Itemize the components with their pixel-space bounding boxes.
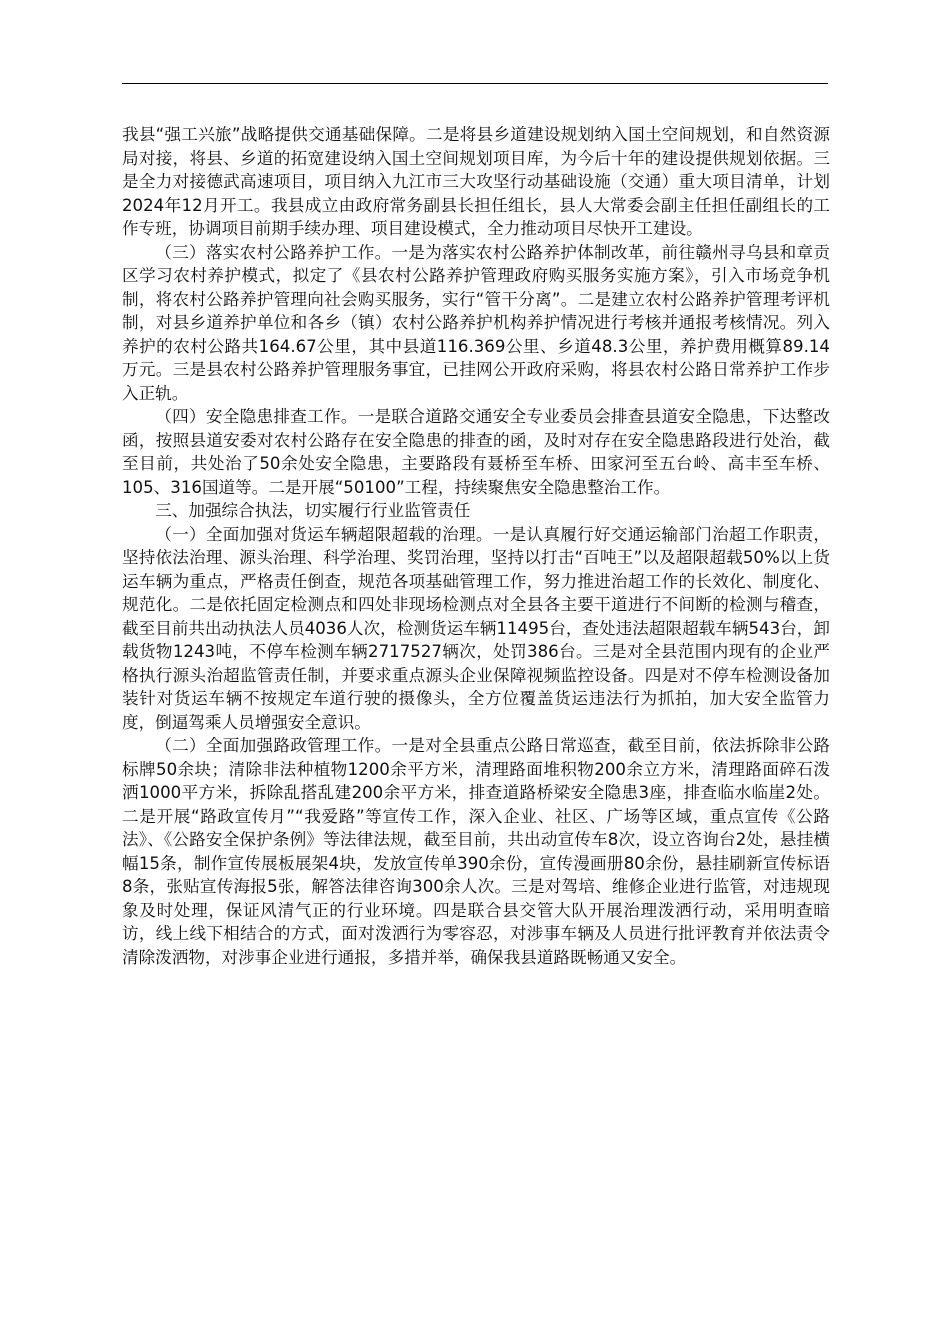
- paragraph-continuation: 我县“强工兴旅”战略提供交通基础保障。二是将县乡道建设规划纳入国土空间规划，和自然资源局对接，将县、乡道的拓宽建设纳入国土空间规划项目库，为今后十年的建设提供规划依据。三是全力对接德武高速项目，项目纳入九江市三大攻坚行动基础设施（交通）重大项目清单，计划2024年12月开工。我县成立由政府常务副县长担任组长，县人大常委会副主任担任副组长的工作专班，协调项目前期手续办理、项目建设模式，全力推动项目尽快开工建设。: [122, 125, 830, 238]
- header-rule: [122, 83, 828, 84]
- paragraph-overload-control: （一）全面加强对货运车辆超限超载的治理。一是认真履行好交通运输部门治超工作职责，坚持依法治理、源头治理、科学治理、奖罚治理，坚持以打击“百吨王”以及超限超载50%以上货运车辆为重点，严格责任倒查，规范各项基础管理工作，努力推进治超工作的长效化、制度化、规范化。二是依托固定检测点和四处非现场检测点对全县各主要干道进行不间断的检测与稽查，截至目前共出动执法人员4036人次，检测货运车辆11495台，查处违法超限超载车辆543台，卸载货物1243吨，不停车检测车辆2717527辆次，处罚386台。三是对全县范围内现有的企业严格执行源头治超监管责任制，并要求重点源头企业保障视频监控设备。四是对不停车检测设备加装针对货运车辆不按规定车道行驶的摄像头，全方位覆盖货运违法行为抓拍，加大安全监管力度，倒逼驾乘人员增强安全意识。: [122, 524, 830, 732]
- paragraph-road-administration: （二）全面加强路政管理工作。一是对全县重点公路日常巡查，截至目前，依法拆除非公路标牌50余块；清除非法种植物1200余平方米，清理路面堆积物200余立方米，清理路面碎石泼洒1000平方米，拆除乱搭乱建200余平方米，排查道路桥梁安全隐患3座，排查临水临崖2处。二是开展“路政宣传月”“我爱路”等宣传工作，深入企业、社区、广场等区域，重点宣传《公路法》、《公路安全保护条例》等法律法规，截至目前，共出动宣传车8次，设立咨询台2处，悬挂横幅15条，制作宣传展板展架4块，发放宣传单390余份，宣传漫画册80余份，悬挂刷新宣传标语8条，张贴宣传海报5张，解答法律咨询300余人次。三是对驾培、维修企业进行监管，对违规现象及时处理，保证风清气正的行业环境。四是联合县交管大队开展治理泼洒行动，采用明查暗访，线上线下相结合的方式，面对泼洒行为零容忍，对涉事车辆及人员进行批评教育并依法责令清除泼洒物，对涉事企业进行通报，多措并举，确保我县道路既畅通又安全。: [122, 736, 830, 967]
- section-heading: 三、加强综合执法，切实履行行业监管责任: [155, 501, 471, 520]
- paragraph-safety-hazards: （四）安全隐患排查工作。一是联合道路交通安全专业委员会排查县道安全隐患，下达整改函，按照县道安委对农村公路存在安全隐患的排查的函，及时对存在安全隐患路段进行处治，截至目前，共处治了50余处安全隐患，主要路段有聂桥至车桥、田家河至五台岭、高丰至车桥、105、316国道等。二是开展“50100”工程，持续聚焦安全隐患整治工作。: [122, 407, 830, 497]
- paragraph-road-maintenance: （三）落实农村公路养护工作。一是为落实农村公路养护体制改革，前往赣州寻乌县和章贡区学习农村养护模式，拟定了《县农村公路养护管理政府购买服务实施方案》，引入市场竞争机制，将农村公路养护管理向社会购买服务，实行“管干分离”。二是建立农村公路养护管理考评机制，对县乡道养护单位和各乡（镇）农村公路养护机构养护情况进行考核并通报考核情况。列入养护的农村公路共164.67公里，其中县道116.369公里、乡道48.3公里，养护费用概算89.14万元。三是县农村公路养护管理服务事宜，已挂网公开政府采购，将县农村公路日常养护工作步入正轨。: [122, 242, 830, 403]
- document-body: [122, 123, 830, 969]
